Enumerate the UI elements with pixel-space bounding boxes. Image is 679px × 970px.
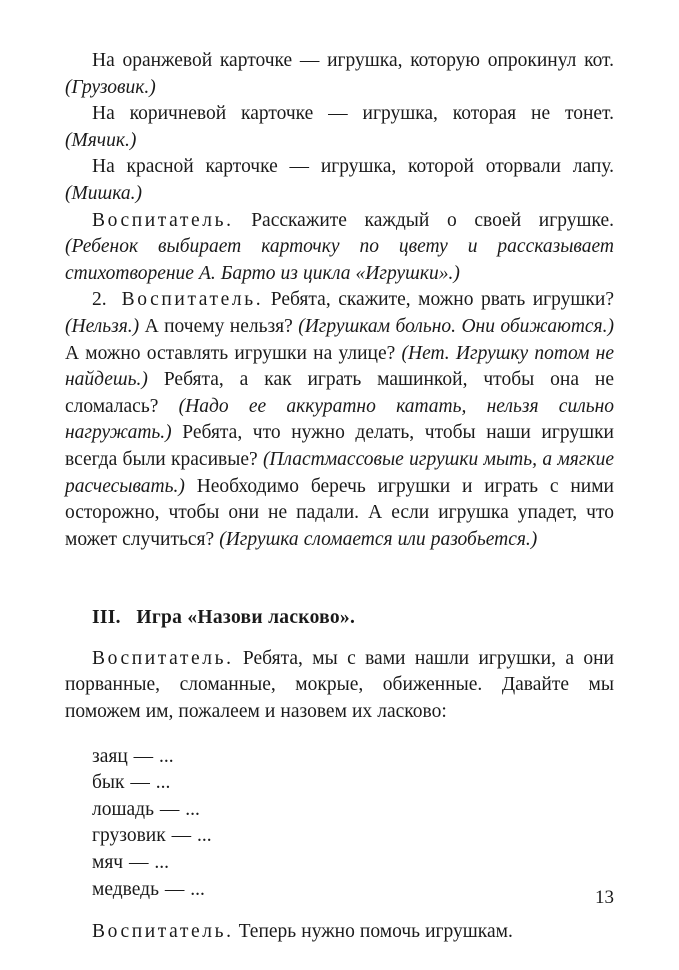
list-item-dash: — — [130, 772, 150, 794]
stage-direction-card-choice: (Ребенок выбирает карточку по цвету и рассказывает стихотворение А. Барто из цикла «Игрушки».) — [65, 236, 614, 284]
list-item-word: грузовик — [92, 825, 166, 847]
list-item-word: лошадь — [92, 798, 154, 820]
spacer-before-list — [65, 726, 614, 744]
list-item — [92, 850, 614, 877]
list-item — [92, 797, 614, 824]
spacer-after-heading — [65, 632, 614, 646]
q-seg-4: А можно оставлять игрушки на улице? — [65, 342, 402, 364]
list-item-blank: ... — [190, 878, 205, 900]
speaker-label-teacher: Воспитатель. — [92, 209, 234, 231]
list-item-word: заяц — [92, 745, 128, 767]
list-item — [92, 823, 614, 850]
paragraph-brown-card — [65, 101, 614, 154]
paragraph-red-card — [65, 154, 614, 207]
paragraph-orange-card-answer: (Грузовик.) — [65, 76, 156, 98]
paragraph-red-card-text: На красной карточке — игрушка, которой оторвали лапу. — [92, 156, 614, 178]
a-seg-1: (Нельзя.) — [65, 315, 140, 337]
list-item-blank: ... — [159, 745, 174, 767]
word-list — [65, 744, 614, 904]
list-item-blank: ... — [154, 852, 169, 874]
a-seg-7: (Надо ее аккуратно катать, нельзя сильно нагружать.) — [65, 395, 614, 444]
list-item — [92, 770, 614, 797]
paragraph-orange-card — [65, 48, 614, 101]
list-item-blank: ... — [196, 825, 212, 847]
list-item-word: медведь — [92, 878, 159, 900]
paragraph-teacher-help-toys — [65, 919, 614, 946]
q-seg-6: Ребята, а как играть машинкой, чтобы она не сломалась? — [65, 369, 614, 417]
a-seg-11: (Игрушка сломается или разобьется.) — [219, 528, 538, 550]
paragraph-brown-card-answer: (Мячик.) — [65, 129, 137, 151]
list-item-dash: — — [129, 852, 149, 874]
a-seg-5: (Нет. Игрушку потом не найдешь.) — [65, 342, 615, 391]
paragraph-red-card-answer: (Мишка.) — [65, 182, 142, 204]
list-item-dash: — — [164, 878, 185, 900]
list-item-blank: ... — [155, 772, 171, 794]
list-item-blank: ... — [185, 798, 200, 820]
list-item-dash: — — [133, 745, 154, 767]
speaker-label-teacher-3: Воспитатель. — [92, 647, 234, 669]
q-seg-2: А почему нельзя? — [139, 315, 299, 337]
section-heading-title: Игра «Назови ласково». — [136, 607, 356, 629]
paragraph-teacher-question-block — [65, 287, 614, 553]
paragraph-teacher-tell-about-toy — [65, 208, 614, 288]
list-item — [92, 744, 614, 771]
section-heading-numeral: III. — [92, 607, 121, 629]
a-seg-9: (Пластмассовые игрушки мыть, а мягкие расчесывать.) — [65, 448, 615, 497]
paragraph-brown-card-text: На коричневой карточке — игрушка, которая не тонет. — [92, 103, 614, 125]
speaker-label-teacher-2: Воспитатель. — [121, 289, 264, 311]
list-item-dash: — — [159, 798, 180, 820]
item-number-2: 2. — [92, 289, 107, 311]
section-heading-game — [65, 605, 614, 632]
text-column — [65, 48, 614, 946]
q-seg-0: Ребята, скажите, можно рвать игрушки? — [263, 289, 615, 311]
teacher-speech-tell-about-toy: Расскажите каждый о своей игрушке. — [233, 209, 614, 231]
list-item-word: бык — [92, 772, 125, 794]
spacer-before-heading — [65, 553, 614, 605]
paragraph-teacher-intro-game — [65, 646, 614, 726]
page-number: 13 — [595, 887, 614, 908]
a-seg-3: (Игрушкам больно. Они обижаются.) — [298, 315, 614, 337]
teacher-speech-intro-game: Ребята, мы с вами нашли игрушки, а они порванные, сломанные, мокрые, обиженные. Давайте мы поможем им, пожалеем и назовем их ласково: — [65, 647, 614, 723]
q-seg-8: Ребята, что нужно делать, чтобы наши игрушки всегда были красивые? — [65, 422, 614, 470]
paragraph-orange-card-text: На оранжевой карточке — игрушка, которую опрокинул кот. — [92, 50, 614, 71]
q-seg-10: Необходимо беречь игрушки и играть с ними осторожно, чтобы они не падали. А если игрушка упадет, что может случиться? — [65, 475, 614, 550]
list-item-dash: — — [171, 825, 192, 847]
list-item-word: мяч — [92, 852, 124, 874]
teacher-speech-help-toys: Теперь нужно помочь игрушкам. — [233, 921, 513, 943]
speaker-label-teacher-4: Воспитатель. — [92, 921, 234, 943]
